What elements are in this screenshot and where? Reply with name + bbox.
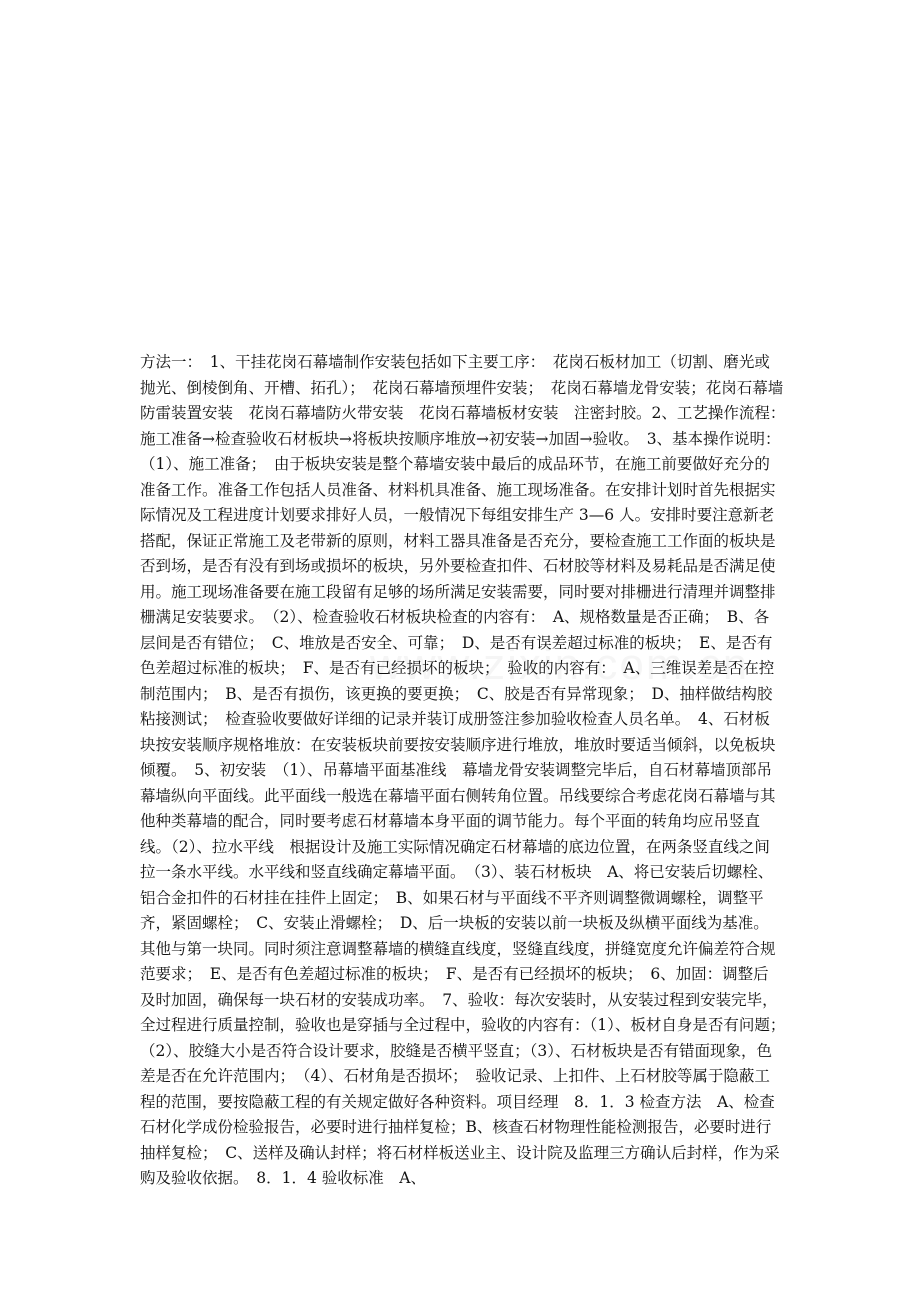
body-paragraph: 方法一： 1、干挂花岗石幕墙制作安装包括如下主要工序： 花岗石板材加工（切割、磨光或抛光、倒棱倒角、开槽、拓孔）； 花岗石幕墙预埋件安装； 花岗石幕墙龙骨安装；花岗石幕墙防雷装置安装 花岗石幕墙防火带安装 花岗石幕墙板材安装 注密封胶。2、工艺操作流程： 施工准备→检查验收石材板块→将板块按顺序堆放→初安装→加固→验收。 3、基本操作说明： （1）、施工准备； 由于板块安装是整个幕墙安装中最后的成品环节，在施工前要做好充分的准备工作。准备工作包括人员准备、材料机具准备、施工现场准备。在安排计划时首先根据实际情况及工程进度计划要求排好人员，一般情况下每组安排生产 3—6 人。安排时要注意新老搭配，保证正常施工及老带新的原则，材料工器具准备是否充分，要检查施工工作面的板块是否到场，是否有没有到场或损坏的板块，另外要检查扣件、石材胶等材料及易耗品是否满足使用。施工现场准备要在施工段留有足够的场所满足安装需要，同时要对排栅进行清理并调整排栅满足安装要求。 （2）、检查验收石材板块检查的内容有： A、规格数量是否正确； B、各层间是否有错位； C、堆放是否安全、可靠； D、是否有误差超过标准的板块； E、是否有色差超过标准的板块； F、是否有已经损坏的板块； 验收的内容有： A、三维误差是否在控制范围内； B、是否有损伤，该更换的要更换； C、胶是否有异常现象； D、抽样做结构胶粘接测试； 检查验收要做好详细的记录并装订成册签注参加验收检查人员名单。 4、石材板块按安装顺序规格堆放：在安装板块前要按安装顺序进行堆放，堆放时要适当倾斜，以免板块倾覆。 5、初安装 （1）、吊幕墙平面基准线 幕墙龙骨安装调整完毕后，自石材幕墙顶部吊幕墙纵向平面线。此平面线一般选在幕墙平面右侧转角位置。吊线要综合考虑花岗石幕墙与其他种类幕墙的配合，同时要考虑石材幕墙本身平面的调节能力。每个平面的转角均应吊竖直线。（2）、拉水平线 根据设计及施工实际情况确定石材幕墙的底边位置，在两条竖直线之间拉一条水平线。水平线和竖直线确定幕墙平面。 （3）、装石材板块 A、将已安装后切螺栓、铝合金扣件的石材挂在挂件上固定； B、如果石材与平面线不平齐则调整微调螺栓，调整平齐，紧固螺栓； C、安装止滑螺栓； D、后一块板的安装以前一块板及纵横平面线为基准。其他与第一块同。同时须注意调整幕墙的横缝直线度，竖缝直线度，拼缝宽度允许偏差符合规范要求； E、是否有色差超过标准的板块； F、是否有已经损坏的板块； 6、加固：调整后及时加固，确保每一块石材的安装成功率。 7、验收：每次安装时，从安装过程到安装完毕，全过程进行质量控制，验收也是穿插与全过程中，验收的内容有：（1）、板材自身是否有问题； （2）、胶缝大小是否符合设计要求，胶缝是否横平竖直；（3）、石材板块是否有错面现象，色差是否在允许范围内； （4）、石材角是否损坏； 验收记录、上扣件、上石材胶等属于隐蔽工程的范围，要按隐蔽工程的有关规定做好各种资料。项目经理 8．1．3 检查方法 A、检查石材化学成份检验报告，必要时进行抽样复检；B、核查石材物理性能检测报告，必要时进行抽样复检； C、送样及确认封样；将石材样板送业主、设计院及监理三方确认后封样，作为采购及验收依据。 8．1．4 验收标准 A、: [140, 353, 794, 1187]
